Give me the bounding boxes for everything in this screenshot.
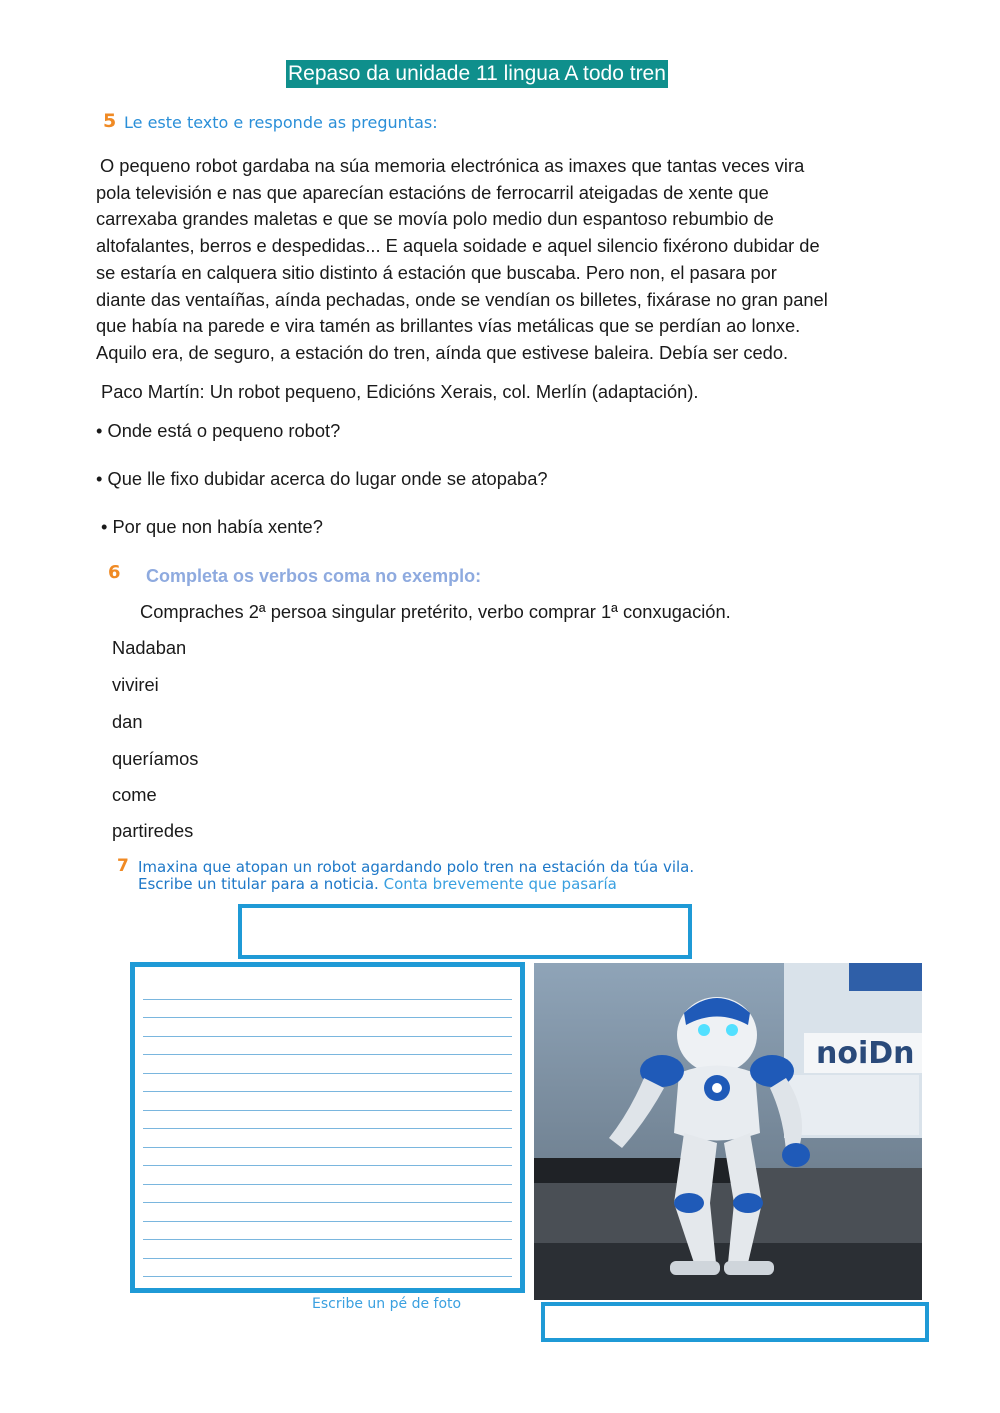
verb-example: Compraches 2ª persoa singular pretérito, verbo comprar 1ª conxugación. <box>140 601 731 622</box>
passage-line: diante das ventaíñas, aínda pechadas, onde se vendían os billetes, fixárase no gran panel <box>96 288 828 310</box>
caption-instruction: Escribe un pé de foto <box>312 1296 462 1312</box>
story-writing-box[interactable] <box>130 962 525 1293</box>
robot-photo <box>534 963 922 1300</box>
question-3: • Por que non había xente? <box>101 516 323 537</box>
section-6-number: 6 <box>108 562 121 583</box>
verb-item: queríamos <box>112 748 199 769</box>
passage-line: que había na parede e vira tamén as brillantes vías metálicas que se perdían ao lonxe. <box>96 315 801 337</box>
story-instruction: Conta brevemente que pasaría <box>383 875 617 893</box>
caption-input-box[interactable] <box>541 1302 929 1342</box>
section-6-heading: Completa os verbos coma no exemplo: <box>146 566 482 586</box>
passage-line: O pequeno robot gardaba na súa memoria electrónica as imaxes que tantas veces vira <box>100 155 805 176</box>
page-title: Repaso da unidade 11 lingua A todo tren <box>286 60 668 88</box>
reading-passage <box>96 153 908 367</box>
passage-line: pola televisión e nas que aparecían estacións de ferrocarril ateigadas de xente que <box>96 181 769 203</box>
passage-line: se estaría en calquera sitio distinto á estación que buscaba. Pero non, el pasara por <box>96 261 777 283</box>
verb-item: vivirei <box>112 674 159 695</box>
verb-item: partiredes <box>112 820 194 841</box>
section-5-heading: Le este texto e responde as preguntas: <box>124 113 438 132</box>
headline-instruction: Escribe un titular para a noticia. <box>138 875 379 893</box>
question-2: • Que lle fixo dubidar acerca do lugar onde se atopaba? <box>96 468 548 489</box>
passage-source: Paco Martín: Un robot pequeno, Edicións Xerais, col. Merlín (adaptación). <box>101 381 699 402</box>
passage-line: altofalantes, berros e despedidas... E aquela soidade e aquel silencio fixérono dubidar de <box>96 235 820 257</box>
robot-illustration <box>534 963 922 1300</box>
verb-item: come <box>112 784 157 805</box>
verb-item: dan <box>112 711 143 732</box>
section-7-instruction: Imaxina que atopan un robot agardando polo tren na estación da túa vila. <box>138 858 695 876</box>
passage-line: Aquilo era, de seguro, a estación do tren, aínda que estivese baleira. Debía ser cedo. <box>96 341 789 363</box>
section-7-instruction-2 <box>138 875 617 893</box>
svg-text:noiDn: noiDn <box>816 1036 915 1071</box>
section-7-number: 7 <box>117 856 129 876</box>
ruled-lines <box>143 981 512 1278</box>
passage-line: carrexaba grandes maletas e que se movía polo medio dun espantoso rebumbio de <box>96 208 774 230</box>
question-1: • Onde está o pequeno robot? <box>96 420 341 441</box>
headline-input-box[interactable] <box>238 904 692 959</box>
section-5-number: 5 <box>103 110 117 132</box>
verb-item: Nadaban <box>112 637 187 658</box>
